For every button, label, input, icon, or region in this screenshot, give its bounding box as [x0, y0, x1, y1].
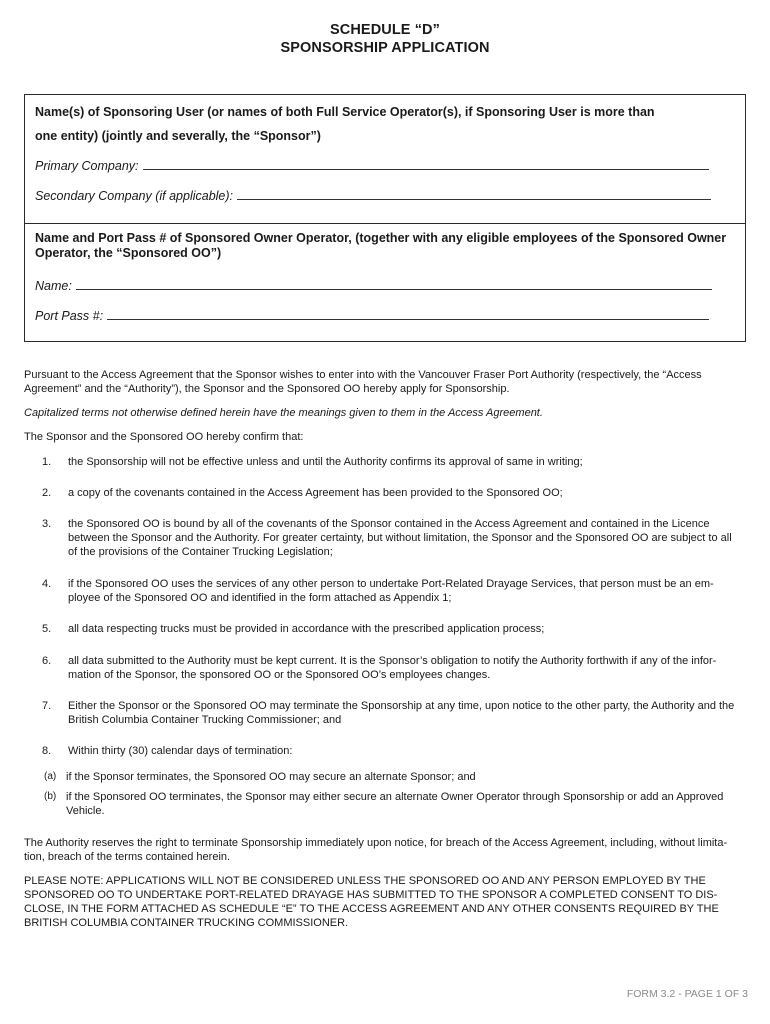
list-item-number: 4. — [42, 578, 52, 590]
sub-item-text: if the Sponsored OO terminates, the Sponsor may either secure an alternate Owner Operator through Sponsorship or add an Approved Vehicle. — [66, 791, 724, 817]
confirm-paragraph: The Sponsor and the Sponsored OO hereby confirm that: — [24, 431, 304, 443]
secondary-company-label: Secondary Company (if applicable): — [35, 189, 234, 203]
sponsor-heading-line1: Name(s) of Sponsoring User (or names of both Full Service Operator(s), if Sponsoring User is more than — [35, 105, 655, 119]
list-item-text: if the Sponsored OO uses the services of any other person to undertake Port-Related Drayage Services, that person must be an em-ployee of the Sponsored OO and identified in the form attached as Appendix 1; — [68, 578, 714, 604]
list-item-number: 5. — [42, 623, 52, 635]
applicant-info-box — [24, 94, 746, 342]
sponsor-heading-line2: one entity) (jointly and severally, the “Sponsor”) — [35, 129, 321, 143]
list-item-text: the Sponsored OO is bound by all of the covenants of the Sponsor contained in the Access Agreement and contained in the Licence between the Sponsor and the Authority. For greater certainty, but without limitation, the Sponsor and the Sponsored OO are subject to all of the provisions of the Container Trucking Legislation; — [68, 518, 732, 558]
list-item-number: 1. — [42, 456, 52, 468]
reserve-paragraph: The Authority reserves the right to terminate Sponsorship immediately upon notice, for breach of the Access Agreement, including, without limita-tion, breach of the terms contained herein. — [24, 837, 728, 863]
port-pass-label: Port Pass #: — [35, 309, 104, 323]
oo-name-field[interactable] — [35, 278, 712, 293]
list-item-text: Either the Sponsor or the Sponsored OO may terminate the Sponsorship at any time, upon notice to the other party, the Authority and the British Columbia Container Trucking Commissioner; and — [68, 700, 735, 726]
list-item-number: 6. — [42, 655, 52, 667]
oo-name-line[interactable] — [76, 278, 712, 290]
sub-item-letter: (b) — [44, 791, 57, 802]
oo-name-label: Name: — [35, 279, 72, 293]
box-divider — [25, 223, 745, 224]
intro-paragraph: Pursuant to the Access Agreement that the Sponsor wishes to enter into with the Vancouver Fraser Port Authority (respectively, the “Access Agreement” and the “Authority”), the Sponsor and the Sponsored OO hereby apply for Sponsorship. — [24, 369, 702, 395]
schedule-title: SCHEDULE “D” — [330, 22, 440, 38]
secondary-company-field[interactable] — [35, 188, 711, 203]
list-item-text: the Sponsorship will not be effective unless and until the Authority confirms its approval of same in writing; — [68, 456, 583, 468]
list-item-text: all data respecting trucks must be provided in accordance with the prescribed application process; — [68, 623, 545, 635]
primary-company-field[interactable] — [35, 158, 709, 173]
list-item-number: 3. — [42, 518, 52, 530]
sponsor-section-heading — [35, 100, 735, 148]
list-item-text: a copy of the covenants contained in the Access Agreement has been provided to the Sponsored OO; — [68, 487, 563, 499]
list-item-text: Within thirty (30) calendar days of termination: — [68, 745, 293, 757]
port-pass-field[interactable] — [35, 308, 709, 323]
oo-section-heading: Name and Port Pass # of Sponsored Owner Operator, (together with any eligible employees of the Sponsored Owner Operator, the “Sponsored OO”) — [35, 231, 727, 260]
port-pass-line[interactable] — [107, 308, 709, 320]
list-item-text: all data submitted to the Authority must be kept current. It is the Sponsor’s obligation to notify the Authority forthwith if any of the infor-mation of the Sponsor, the sponsored OO or the Sponsored OO’s employees changes. — [68, 655, 717, 681]
list-item-number: 7. — [42, 700, 52, 712]
secondary-company-line[interactable] — [237, 188, 711, 200]
sub-item-letter: (a) — [44, 771, 57, 782]
sub-item-text: if the Sponsor terminates, the Sponsored OO may secure an alternate Sponsor; and — [66, 771, 476, 783]
page-footer: FORM 3.2 - PAGE 1 OF 3 — [626, 988, 748, 1000]
list-item-number: 8. — [42, 745, 52, 757]
capitalized-terms-note: Capitalized terms not otherwise defined herein have the meanings given to them in the Access Agreement. — [24, 407, 543, 419]
please-note-paragraph: PLEASE NOTE: APPLICATIONS WILL NOT BE CONSIDERED UNLESS THE SPONSORED OO AND ANY PERSON EMPLOYED BY THE SPONSORED OO TO UNDERTAKE PORT-RELATED DRAYAGE HAS SUBMITTED TO THE SPONSOR A COMPLETED CONSENT TO DIS-CLOSE, IN THE FORM ATTACHED AS SCHEDULE “E” TO THE ACCESS AGREEMENT AND ANY OTHER CONSENTS REQUIRED BY THE BRITISH COLUMBIA CONTAINER TRUCKING COMMISSIONER. — [24, 875, 719, 929]
primary-company-label: Primary Company: — [35, 159, 139, 173]
application-title: SPONSORSHIP APPLICATION — [280, 40, 490, 56]
list-item-number: 2. — [42, 487, 52, 499]
primary-company-line[interactable] — [143, 158, 709, 170]
